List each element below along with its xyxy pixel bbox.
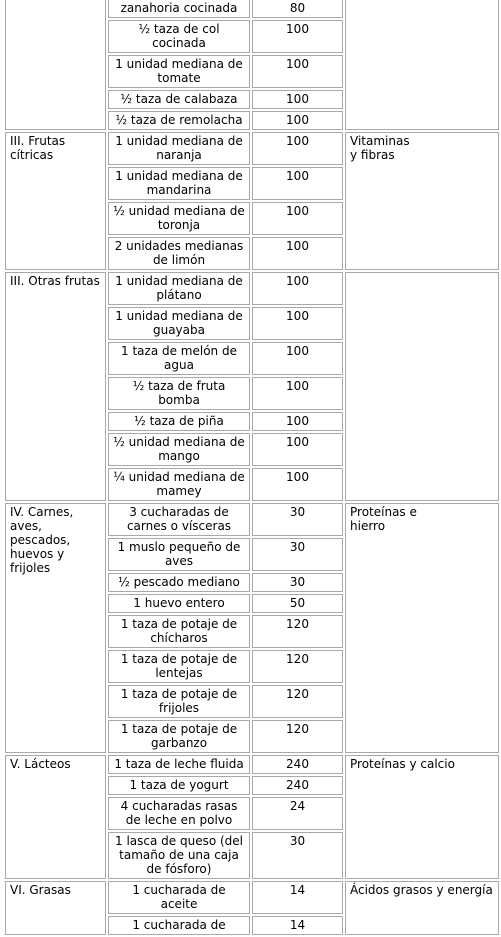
grams-cell: 100 [252, 307, 343, 340]
grams-cell: 100 [252, 342, 343, 375]
grams-cell: 30 [252, 503, 343, 536]
nutrients-cell: Proteínas y calcio [345, 755, 499, 879]
portion-cell: ½ pescado mediano [108, 573, 250, 592]
grams-cell: 100 [252, 132, 343, 165]
grams-cell: 100 [252, 412, 343, 431]
food-group-cell: VI. Grasas [5, 881, 106, 935]
grams-cell: 30 [252, 573, 343, 592]
portion-cell: 4 cucharadas rasas de leche en polvo [108, 797, 250, 830]
grams-cell: 120 [252, 720, 343, 753]
portion-cell: 1 cucharada de [108, 916, 250, 935]
portion-cell: 1 unidad mediana de plátano [108, 272, 250, 305]
grams-cell: 100 [252, 377, 343, 410]
grams-cell: 100 [252, 20, 343, 53]
portion-cell: ½ taza de col cocinada [108, 20, 250, 53]
portion-cell: 1 taza de potaje de garbanzo [108, 720, 250, 753]
table-row [5, 755, 499, 774]
portion-cell: 1 lasca de queso (del tamaño de una caja de fósforo) [108, 832, 250, 879]
grams-cell: 100 [252, 433, 343, 466]
nutrients-cell [345, 272, 499, 501]
grams-cell: 240 [252, 755, 343, 774]
table-body [5, 0, 499, 935]
portion-cell: ½ taza de remolacha [108, 111, 250, 130]
nutrients-cell: Vitaminas y fibras [345, 132, 499, 270]
food-group-cell [5, 0, 106, 130]
grams-cell: 30 [252, 538, 343, 571]
nutrients-cell: Ácidos grasos y energía [345, 881, 499, 935]
portion-cell: 1 taza de leche fluida [108, 755, 250, 774]
food-group-cell: IV. Carnes, aves, pescados, huevos y frijoles [5, 503, 106, 753]
grams-cell: 14 [252, 916, 343, 935]
grams-cell: 100 [252, 272, 343, 305]
portion-cell: 1 taza de yogurt [108, 776, 250, 795]
food-portions-table [3, 0, 501, 937]
grams-cell: 100 [252, 90, 343, 109]
grams-cell: 120 [252, 615, 343, 648]
grams-cell: 240 [252, 776, 343, 795]
table-row [5, 132, 499, 165]
portion-cell: ½ taza de piña [108, 412, 250, 431]
portion-cell: 1 muslo pequeño de aves [108, 538, 250, 571]
table-row [5, 272, 499, 305]
portion-cell: 2 unidades medianas de limón [108, 237, 250, 270]
grams-cell: 50 [252, 594, 343, 613]
portion-cell: 3 cucharadas de carnes o vísceras [108, 503, 250, 536]
nutrients-cell [345, 0, 499, 130]
portion-cell: ¼ unidad mediana de mamey [108, 468, 250, 501]
portion-cell: ½ taza de calabaza [108, 90, 250, 109]
grams-cell: 100 [252, 202, 343, 235]
table-row [5, 0, 499, 18]
grams-cell: 100 [252, 468, 343, 501]
food-group-cell: III. Otras frutas [5, 272, 106, 501]
portion-cell: 1 unidad mediana de tomate [108, 55, 250, 88]
food-group-cell: V. Lácteos [5, 755, 106, 879]
portion-cell: 1 cucharada de aceite [108, 881, 250, 914]
portion-cell: ½ unidad mediana de toronja [108, 202, 250, 235]
grams-cell: 100 [252, 167, 343, 200]
grams-cell: 14 [252, 881, 343, 914]
portion-cell: 1 unidad mediana de guayaba [108, 307, 250, 340]
table-row [5, 503, 499, 536]
portion-cell: 1 taza de potaje de frijoles [108, 685, 250, 718]
grams-cell: 100 [252, 55, 343, 88]
grams-cell: 30 [252, 832, 343, 879]
grams-cell: 120 [252, 650, 343, 683]
grams-cell: 100 [252, 111, 343, 130]
portion-cell: 1 unidad mediana de mandarina [108, 167, 250, 200]
portion-cell: 1 huevo entero [108, 594, 250, 613]
portion-cell: ½ taza de fruta bomba [108, 377, 250, 410]
grams-cell: 120 [252, 685, 343, 718]
portion-cell: 1 taza de melón de agua [108, 342, 250, 375]
portion-cell: 1 taza de potaje de lentejas [108, 650, 250, 683]
portion-cell: 1 unidad mediana de naranja [108, 132, 250, 165]
grams-cell: 80 [252, 0, 343, 18]
food-group-cell: III. Frutas cítricas [5, 132, 106, 270]
grams-cell: 24 [252, 797, 343, 830]
portion-cell: zanahoria cocinada [108, 0, 250, 18]
portion-cell: 1 taza de potaje de chícharos [108, 615, 250, 648]
table-row [5, 881, 499, 914]
portion-cell: ½ unidad mediana de mango [108, 433, 250, 466]
nutrients-cell: Proteínas e hierro [345, 503, 499, 753]
grams-cell: 100 [252, 237, 343, 270]
